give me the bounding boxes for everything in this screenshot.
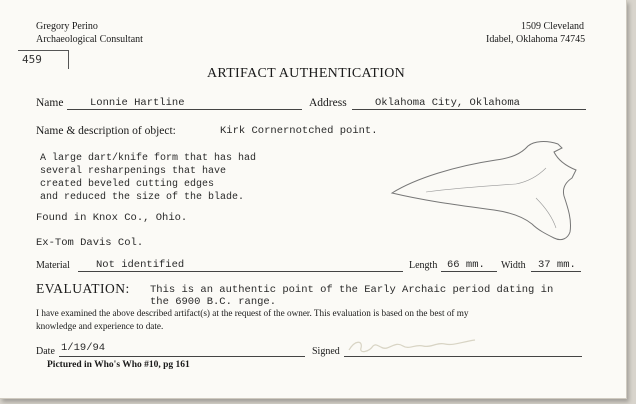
address-street: 1509 Cleveland: [521, 21, 585, 32]
name-underline: [67, 109, 302, 110]
statement-line-2: knowledge and experience to date.: [36, 321, 164, 331]
date-label: Date: [36, 346, 55, 357]
date-value: 1/19/94: [61, 342, 106, 354]
address-city: Idabel, Oklahoma 74745: [486, 34, 586, 45]
name-value: Lonnie Hartline: [90, 97, 185, 109]
address-underline: [352, 109, 586, 110]
length-underline: [441, 271, 497, 272]
collection: Ex-Tom Davis Col.: [36, 237, 144, 249]
evaluation-label: EVALUATION:: [36, 281, 130, 296]
artifact-outline-drawing: [386, 138, 586, 248]
description-line: A large dart/knife form that has had: [40, 153, 257, 164]
evaluation-line-2: the 6900 B.C. range.: [150, 296, 277, 308]
catalog-number: 459: [22, 53, 42, 66]
description-text: [40, 152, 256, 204]
consultant-name: Gregory Perino: [36, 21, 98, 32]
found-in: Found in Knox Co., Ohio.: [36, 212, 188, 224]
description-label: Name & description of object:: [36, 125, 176, 137]
material-value: Not identified: [96, 259, 185, 271]
width-label: Width: [501, 260, 526, 271]
address-value: Oklahoma City, Oklahoma: [375, 97, 520, 109]
date-underline: [59, 356, 305, 357]
name-label: Name: [36, 97, 64, 109]
material-label: Material: [36, 260, 70, 271]
address-label: Address: [309, 97, 347, 109]
width-underline: [531, 271, 581, 272]
description-line: and reduced the size of the blade.: [40, 192, 245, 203]
pictured-note: Pictured in Who's Who #10, pg 161: [47, 360, 190, 370]
catalog-number-box: [18, 50, 69, 69]
page-title: ARTIFACT AUTHENTICATION: [207, 66, 406, 81]
signed-label: Signed: [312, 346, 340, 357]
evaluation-line-1: This is an authentic point of the Early Archaic period dating in: [150, 284, 554, 296]
length-label: Length: [409, 260, 438, 271]
width-value: 37 mm.: [538, 259, 576, 271]
description-line: several resharpenings that have: [40, 166, 227, 177]
length-value: 66 mm.: [447, 259, 485, 271]
consultant-title: Archaeological Consultant: [36, 34, 143, 45]
description-value: Kirk Cornernotched point.: [220, 125, 378, 137]
signature-mark: [345, 334, 485, 358]
statement-line-1: I have examined the above described artifact(s) at the request of the owner. This evaluation is based on the best of my: [36, 308, 469, 318]
description-line: created beveled cutting edges: [40, 179, 215, 190]
material-underline: [78, 271, 403, 272]
